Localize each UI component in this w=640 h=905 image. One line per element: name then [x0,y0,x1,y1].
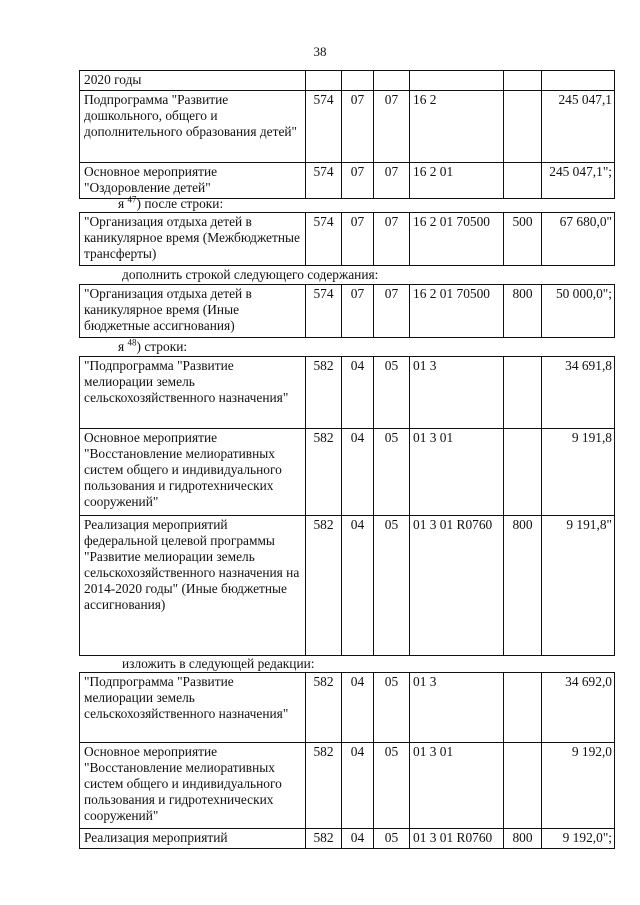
clause-text: ) после строки: [136,196,224,211]
col-section: 07 [342,163,374,199]
col-expense-type: 800 [504,516,542,656]
table-row [80,213,615,266]
table-row [80,285,615,338]
table-row [80,163,615,199]
col-amount: 9 191,8 [542,429,615,516]
col-expense-type [504,743,542,829]
col-target-article: 01 3 [410,673,504,743]
row-name: "Подпрограмма "Развитие мелиорации земель сельскохозяйственного назначения" [80,673,306,743]
col-section: 04 [342,743,374,829]
table-row [80,429,615,516]
col-ministry: 574 [306,213,342,266]
budget-table-4 [79,356,615,656]
col-section: 04 [342,516,374,656]
col-subsection: 05 [374,516,410,656]
row-name: "Подпрограмма "Развитие мелиорации земель сельскохозяйственного назначения" [80,357,306,429]
col-subsection [374,71,410,91]
col-expense-type [504,429,542,516]
budget-table-5 [79,672,615,849]
col-ministry: 574 [306,163,342,199]
table-row [80,357,615,429]
clause-prefix: я [118,339,125,354]
col-amount [542,71,615,91]
col-expense-type [504,71,542,91]
row-name: "Организация отдыха детей в каникулярное время (Иные бюджетные ассигнования) [80,285,306,338]
col-ministry: 582 [306,357,342,429]
col-ministry: 582 [306,829,342,849]
col-expense-type: 500 [504,213,542,266]
col-subsection: 07 [374,91,410,163]
clause-48 [118,339,187,355]
col-ministry: 574 [306,91,342,163]
col-expense-type: 800 [504,285,542,338]
budget-table-1 [79,70,615,199]
row-name: Реализация мероприятий федеральной целевой программы "Развитие мелиорации земель сельскохозяйственного назначения на 2014-2020 годы" (Иные бюджетные ассигнования) [80,516,306,656]
col-section: 07 [342,285,374,338]
col-amount: 245 047,1"; [542,163,615,199]
budget-table-2 [79,212,615,266]
table-row [80,673,615,743]
col-ministry: 582 [306,429,342,516]
clause-47 [118,196,223,212]
row-name: 2020 годы [80,71,306,91]
table-row [80,91,615,163]
col-subsection: 05 [374,829,410,849]
table-row [80,829,615,849]
col-ministry: 582 [306,743,342,829]
table-row [80,743,615,829]
col-expense-type [504,91,542,163]
col-subsection: 05 [374,743,410,829]
col-amount: 50 000,0"; [542,285,615,338]
col-ministry: 582 [306,673,342,743]
col-section: 07 [342,91,374,163]
clause-text: ) строки: [136,339,188,354]
col-amount: 9 192,0"; [542,829,615,849]
col-expense-type: 800 [504,829,542,849]
col-amount: 67 680,0" [542,213,615,266]
col-target-article: 16 2 01 70500 [410,285,504,338]
col-subsection: 05 [374,357,410,429]
col-target-article: 01 3 01 [410,429,504,516]
col-section: 04 [342,429,374,516]
col-target-article: 01 3 01 R0760 [410,516,504,656]
page-number: 38 [313,44,327,59]
col-expense-type [504,163,542,199]
col-section: 04 [342,673,374,743]
col-subsection: 05 [374,429,410,516]
row-name: Основное мероприятие "Восстановление мелиоративных систем общего и индивидуального пользования и гидротехнических сооружений" [80,429,306,516]
col-section: 07 [342,213,374,266]
col-section: 04 [342,357,374,429]
clause-footnote: 47 [127,194,137,205]
clause-footnote: 48 [127,337,137,348]
clause-edit: изложить в следующей редакции: [122,656,315,671]
col-ministry [306,71,342,91]
col-subsection: 07 [374,213,410,266]
col-ministry: 582 [306,516,342,656]
col-amount: 34 692,0 [542,673,615,743]
row-name: Реализация мероприятий [80,829,306,849]
row-name: Основное мероприятие "Восстановление мелиоративных систем общего и индивидуального пользования и гидротехнических сооружений" [80,743,306,829]
col-subsection: 05 [374,673,410,743]
row-name: Основное мероприятие "Оздоровление детей" [80,163,306,199]
col-amount: 9 192,0 [542,743,615,829]
col-target-article: 01 3 01 R0760 [410,829,504,849]
col-section: 04 [342,829,374,849]
col-expense-type [504,357,542,429]
col-subsection: 07 [374,163,410,199]
col-target-article: 16 2 [410,91,504,163]
clause-add: дополнить строкой следующего содержания: [122,267,379,282]
budget-table-3 [79,284,615,338]
col-amount: 245 047,1 [542,91,615,163]
row-name: "Организация отдыха детей в каникулярное время (Межбюджетные трансферты) [80,213,306,266]
col-amount: 34 691,8 [542,357,615,429]
col-target-article: 01 3 [410,357,504,429]
col-section [342,71,374,91]
table-row [80,71,615,91]
clause-prefix: я [118,196,125,211]
col-target-article: 16 2 01 70500 [410,213,504,266]
row-name: Подпрограмма "Развитие дошкольного, общего и дополнительного образования детей" [80,91,306,163]
col-subsection: 07 [374,285,410,338]
col-amount: 9 191,8" [542,516,615,656]
col-target-article [410,71,504,91]
col-target-article: 16 2 01 [410,163,504,199]
table-row [80,516,615,656]
col-target-article: 01 3 01 [410,743,504,829]
col-expense-type [504,673,542,743]
col-ministry: 574 [306,285,342,338]
